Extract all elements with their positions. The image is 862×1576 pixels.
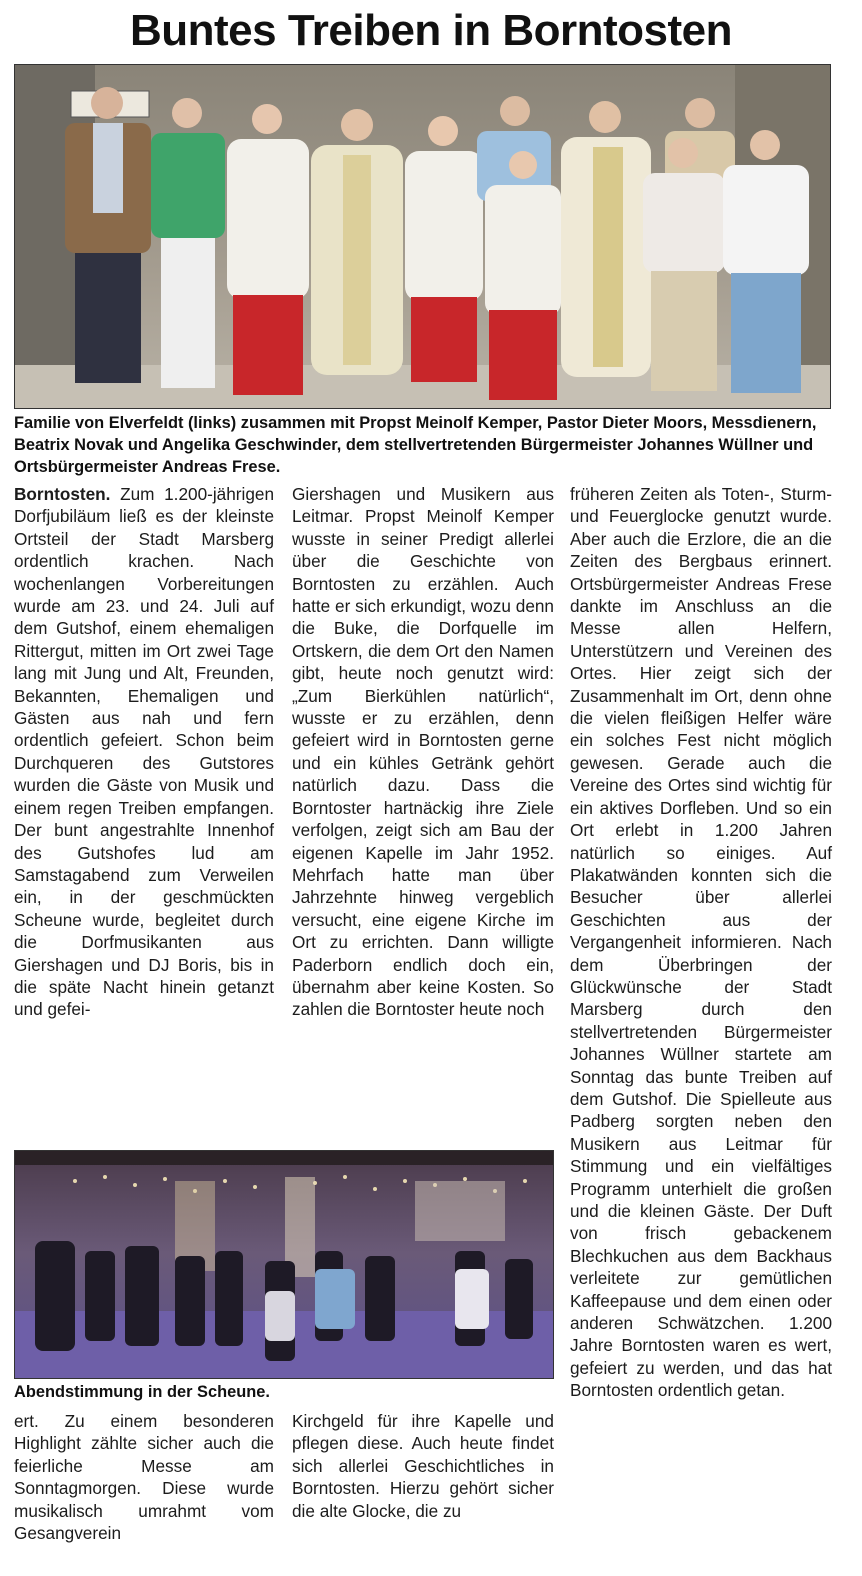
article-column-1 (14, 483, 274, 1021)
article-column-3 (570, 483, 832, 1402)
column-5-text: Kirchgeld für ihre Kapelle und pflegen diese. Auch heute findet sich allerlei Geschichtliches in Borntosten. Hierzu gehört sicher die alte Glocke, die zu (292, 1411, 554, 1521)
barn-photo (14, 1150, 554, 1379)
barn-photo-caption: Abendstimmung in der Scheune. (14, 1383, 270, 1401)
group-photo-caption: Familie von Elverfeldt (links) zusammen mit Propst Meinolf Kemper, Pastor Dieter Moors, Messdienern, Beatrix Novak und Angelika Geschwinder, dem stellvertretenden Bürgermeister Johannes Wüllner und Ortsbürgermeister Andreas Frese. (14, 414, 817, 476)
group-photo (14, 64, 831, 409)
article-headline: Buntes Treiben in Borntosten (129, 6, 733, 55)
article-column-2 (292, 483, 554, 1021)
article-dateline: Borntosten. (14, 484, 111, 504)
article-column-5 (292, 1410, 554, 1522)
column-1-text: Zum 1.200-jährigen Dorfjubiläum ließ es der kleinste Ortsteil der Stadt Marsberg ordentlich krachen. Nach wochenlangen Vorbereitungen wurde am 23. und 24. Juli auf dem Gutshof, einem ehemaligen Rittergut, mitten im Ort zwei Tage lang mit Jung und Alt, Freunden, Bekannten, Ehemaligen und Gästen aus nah und fern ordentlich gefeiert. Schon beim Durchqueren des Gutstores wurden die Gäste von Musik und einem regen Treiben empfangen. Der bunt angestrahlte Innenhof des Gutshofes lud am Samstagabend zum Verweilen ein, in der geschmückten Scheune wurde, begleitet durch die Dorfmusikanten aus Giershagen und DJ Boris, bis in die späte Nacht hinein getanzt und gefei- (14, 484, 275, 1020)
column-3-text: früheren Zeiten als Toten-, Sturm- und Feuerglocke genutzt wurde. Aber auch die Erzlore, die an die Zeiten des Bergbaus erinnert. Ortsbürgermeister Andreas Frese dankte im Anschluss an die Messe allen Helfern, Unterstützern und Vereinen des Ortes. Hier zeigt sich der Zusammenhalt im Ort, denn ohne die vielen fleißigen Helfer wäre ein solches Fest nicht möglich gewesen. Gerade auch die Vereine des Ortes sind wichtig für ein aktives Dorfleben. Und so ein Ort erlebt in 1.200 Jahren natürlich so einiges. Auf Plakatwänden konnten sich die Besucher über allerlei Geschichten aus der Vergangenheit informieren. Nach dem Überbringen der Glückwünsche der Stadt Marsberg durch den stellvertretenden Bürgermeister Johannes Wüllner startete am Sonntag das bunte Treiben auf dem Gutshof. Die Spielleute aus Padberg sorgten neben den Musikern aus Leitmar für Stimmung und ein vielfältiges Programm unterhielt die großen und die kleinen Gäste. Der Duft von frisch gebackenem Blechkuchen aus dem Backhaus verleitete zur gemütlichen Kaffeepause und dem einen oder anderen Schwätzchen. 1.200 Jahre Borntosten waren es wert, gefeiert zu werden, und das hat Borntosten ordentlich getan. (570, 484, 832, 1401)
article-column-4 (14, 1410, 274, 1544)
column-4-text: ert. Zu einem besonderen Highlight zählte sicher auch die feierliche Messe am Sonntagmorgen. Diese wurde musikalisch umrahmt vom Gesangverein (14, 1411, 274, 1544)
column-2-text: Giershagen und Musikern aus Leitmar. Propst Meinolf Kemper wusste in seiner Predigt allerlei über die Geschichte von Borntosten zu erzählen. Auch hatte er sich erkundigt, wozu denn die Buke, die Dorfquelle im Ortskern, die dem Ort den Namen gibt, heute noch genutzt wird: „Zum Bierkühlen natürlich“, wusste er zu erzählen, denn gefeiert wird in Borntosten gerne und ein kühles Getränk gehört natürlich dazu. Dass die Borntoster hartnäckig ihre Ziele verfolgen, zeigt sich am Bau der eigenen Kapelle im Jahr 1952. Mehrfach hatte man über Jahrzehnte hinweg vergeblich versucht, eine eigene Kirche im Ort zu errichten. Dann willigte Paderborn endlich doch ein, übernahm aber keine Kosten. So zahlen die Borntoster heute noch (292, 484, 554, 1020)
